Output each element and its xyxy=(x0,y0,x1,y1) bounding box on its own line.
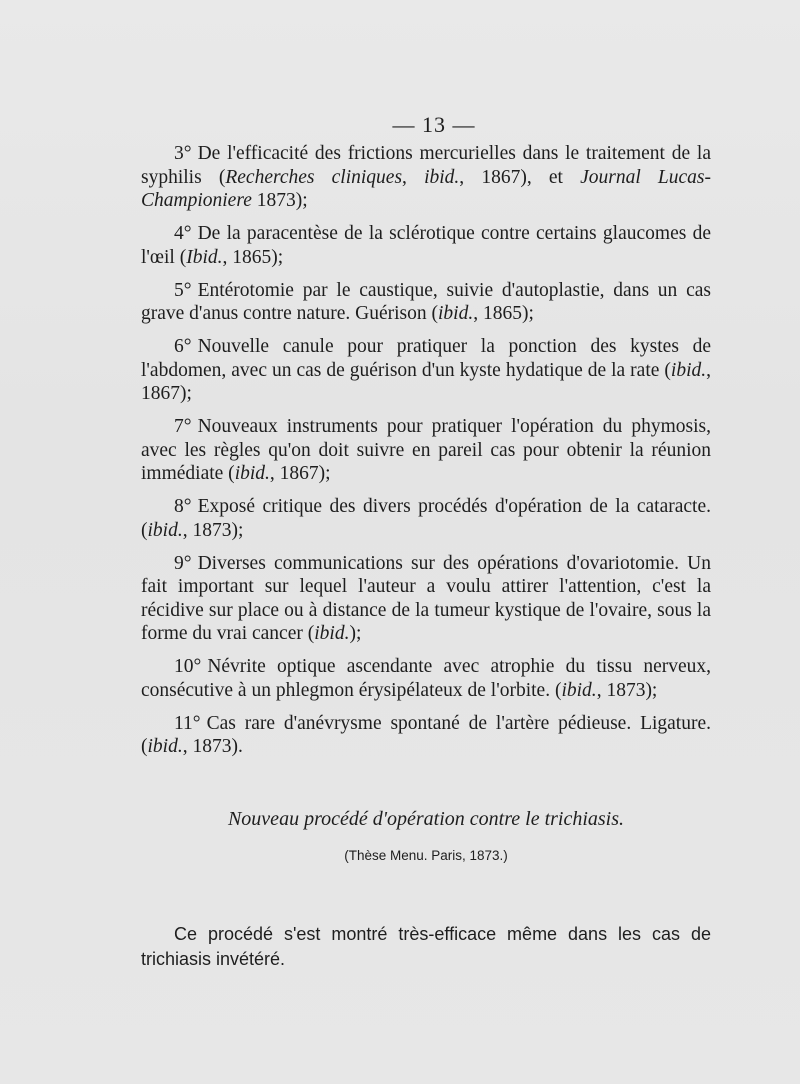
list-item xyxy=(141,335,711,406)
list-item xyxy=(141,279,711,326)
item-reference: ibid. xyxy=(670,359,707,381)
item-text: , 1873); xyxy=(182,519,244,541)
item-text: Diverses communications sur des opérations d'ovariotomie. Un fait important sur lequel l'auteur a voulu attirer l'attention, c'est la récidive sur place ou à distance de la tumeur kystique de l'ovaire, sous la forme du vrai cancer ( xyxy=(141,552,711,644)
list-item xyxy=(141,142,711,213)
item-reference: ibid. xyxy=(147,736,183,757)
item-number: 4° xyxy=(174,223,192,244)
item-text: , 1867); xyxy=(269,463,331,484)
item-reference: ibid. xyxy=(234,463,270,484)
item-text: De l'efficacité des frictions mercurielles dans le traitement de la syphilis ( xyxy=(141,143,711,188)
item-reference: Journal Lucas-Championiere xyxy=(141,166,711,211)
item-text: Exposé critique des divers procédés d'opération de la cataracte. ( xyxy=(141,496,711,541)
item-text: , 1873); xyxy=(596,679,658,701)
item-text: , 1873). xyxy=(182,736,243,757)
list-item xyxy=(141,415,711,486)
page-number: — 13 — xyxy=(392,112,476,137)
list-item xyxy=(141,495,711,542)
item-text: , 1865); xyxy=(473,303,534,324)
item-number: 10° xyxy=(174,656,202,677)
item-number: 3° xyxy=(174,143,192,164)
item-number: 7° xyxy=(174,416,192,437)
item-text: ); xyxy=(349,623,362,644)
thesis-reference: (Thèse Menu. Paris, 1873.) xyxy=(344,848,508,863)
item-number: 8° xyxy=(174,496,192,517)
publication-list xyxy=(141,142,711,768)
item-reference: ibid. xyxy=(314,623,350,644)
item-text: De la paracentèse de la sclérotique contre certains glaucomes de l'œil ( xyxy=(141,223,711,268)
item-text: , 1865); xyxy=(222,246,284,268)
item-number: 5° xyxy=(174,279,192,301)
list-item xyxy=(141,712,711,759)
item-text: Névrite optique ascendante avec atrophie du tissu nerveux, consécutive à un phlegmon érysipélateux de l'orbite. ( xyxy=(141,656,711,701)
item-number: 6° xyxy=(174,336,192,357)
item-reference: Recherches cliniques xyxy=(225,166,403,188)
item-number: 9° xyxy=(174,552,192,574)
item-text: Nouvelle canule pour pratiquer la ponction des kystes de l'abdomen, avec un cas de guérison d'un kyste hydatique de la rate ( xyxy=(141,336,711,381)
item-text: Entérotomie par le caustique, suivie d'autoplastie, dans un cas grave d'anus contre nature. Guérison ( xyxy=(141,279,711,324)
item-reference: ibid. xyxy=(438,303,474,324)
list-item xyxy=(141,222,711,269)
item-text: , 1867), et xyxy=(459,166,581,188)
item-number: 11° xyxy=(174,712,201,734)
closing-paragraph: Ce procédé s'est montré très-efficace même dans les cas de trichiasis invétéré. xyxy=(141,924,711,969)
list-item xyxy=(141,552,711,646)
item-reference: ibid. xyxy=(561,679,597,701)
item-reference: ibid. xyxy=(147,519,183,541)
section-title: Nouveau procédé d'opération contre le trichiasis. xyxy=(227,808,625,830)
item-text: , xyxy=(402,166,425,188)
item-text: 1873); xyxy=(251,190,308,211)
list-item xyxy=(141,655,711,702)
item-text: , 1867); xyxy=(141,359,711,404)
item-reference: Ibid. xyxy=(186,246,223,268)
item-reference: ibid. xyxy=(424,166,460,188)
item-text: Nouveaux instruments pour pratiquer l'opération du phymosis, avec les règles qu'on doit suivre en pareil cas pour obtenir la réunion immédiate ( xyxy=(141,416,711,484)
item-text: Cas rare d'anévrysme spontané de l'artère pédieuse. Ligature. ( xyxy=(141,712,711,757)
